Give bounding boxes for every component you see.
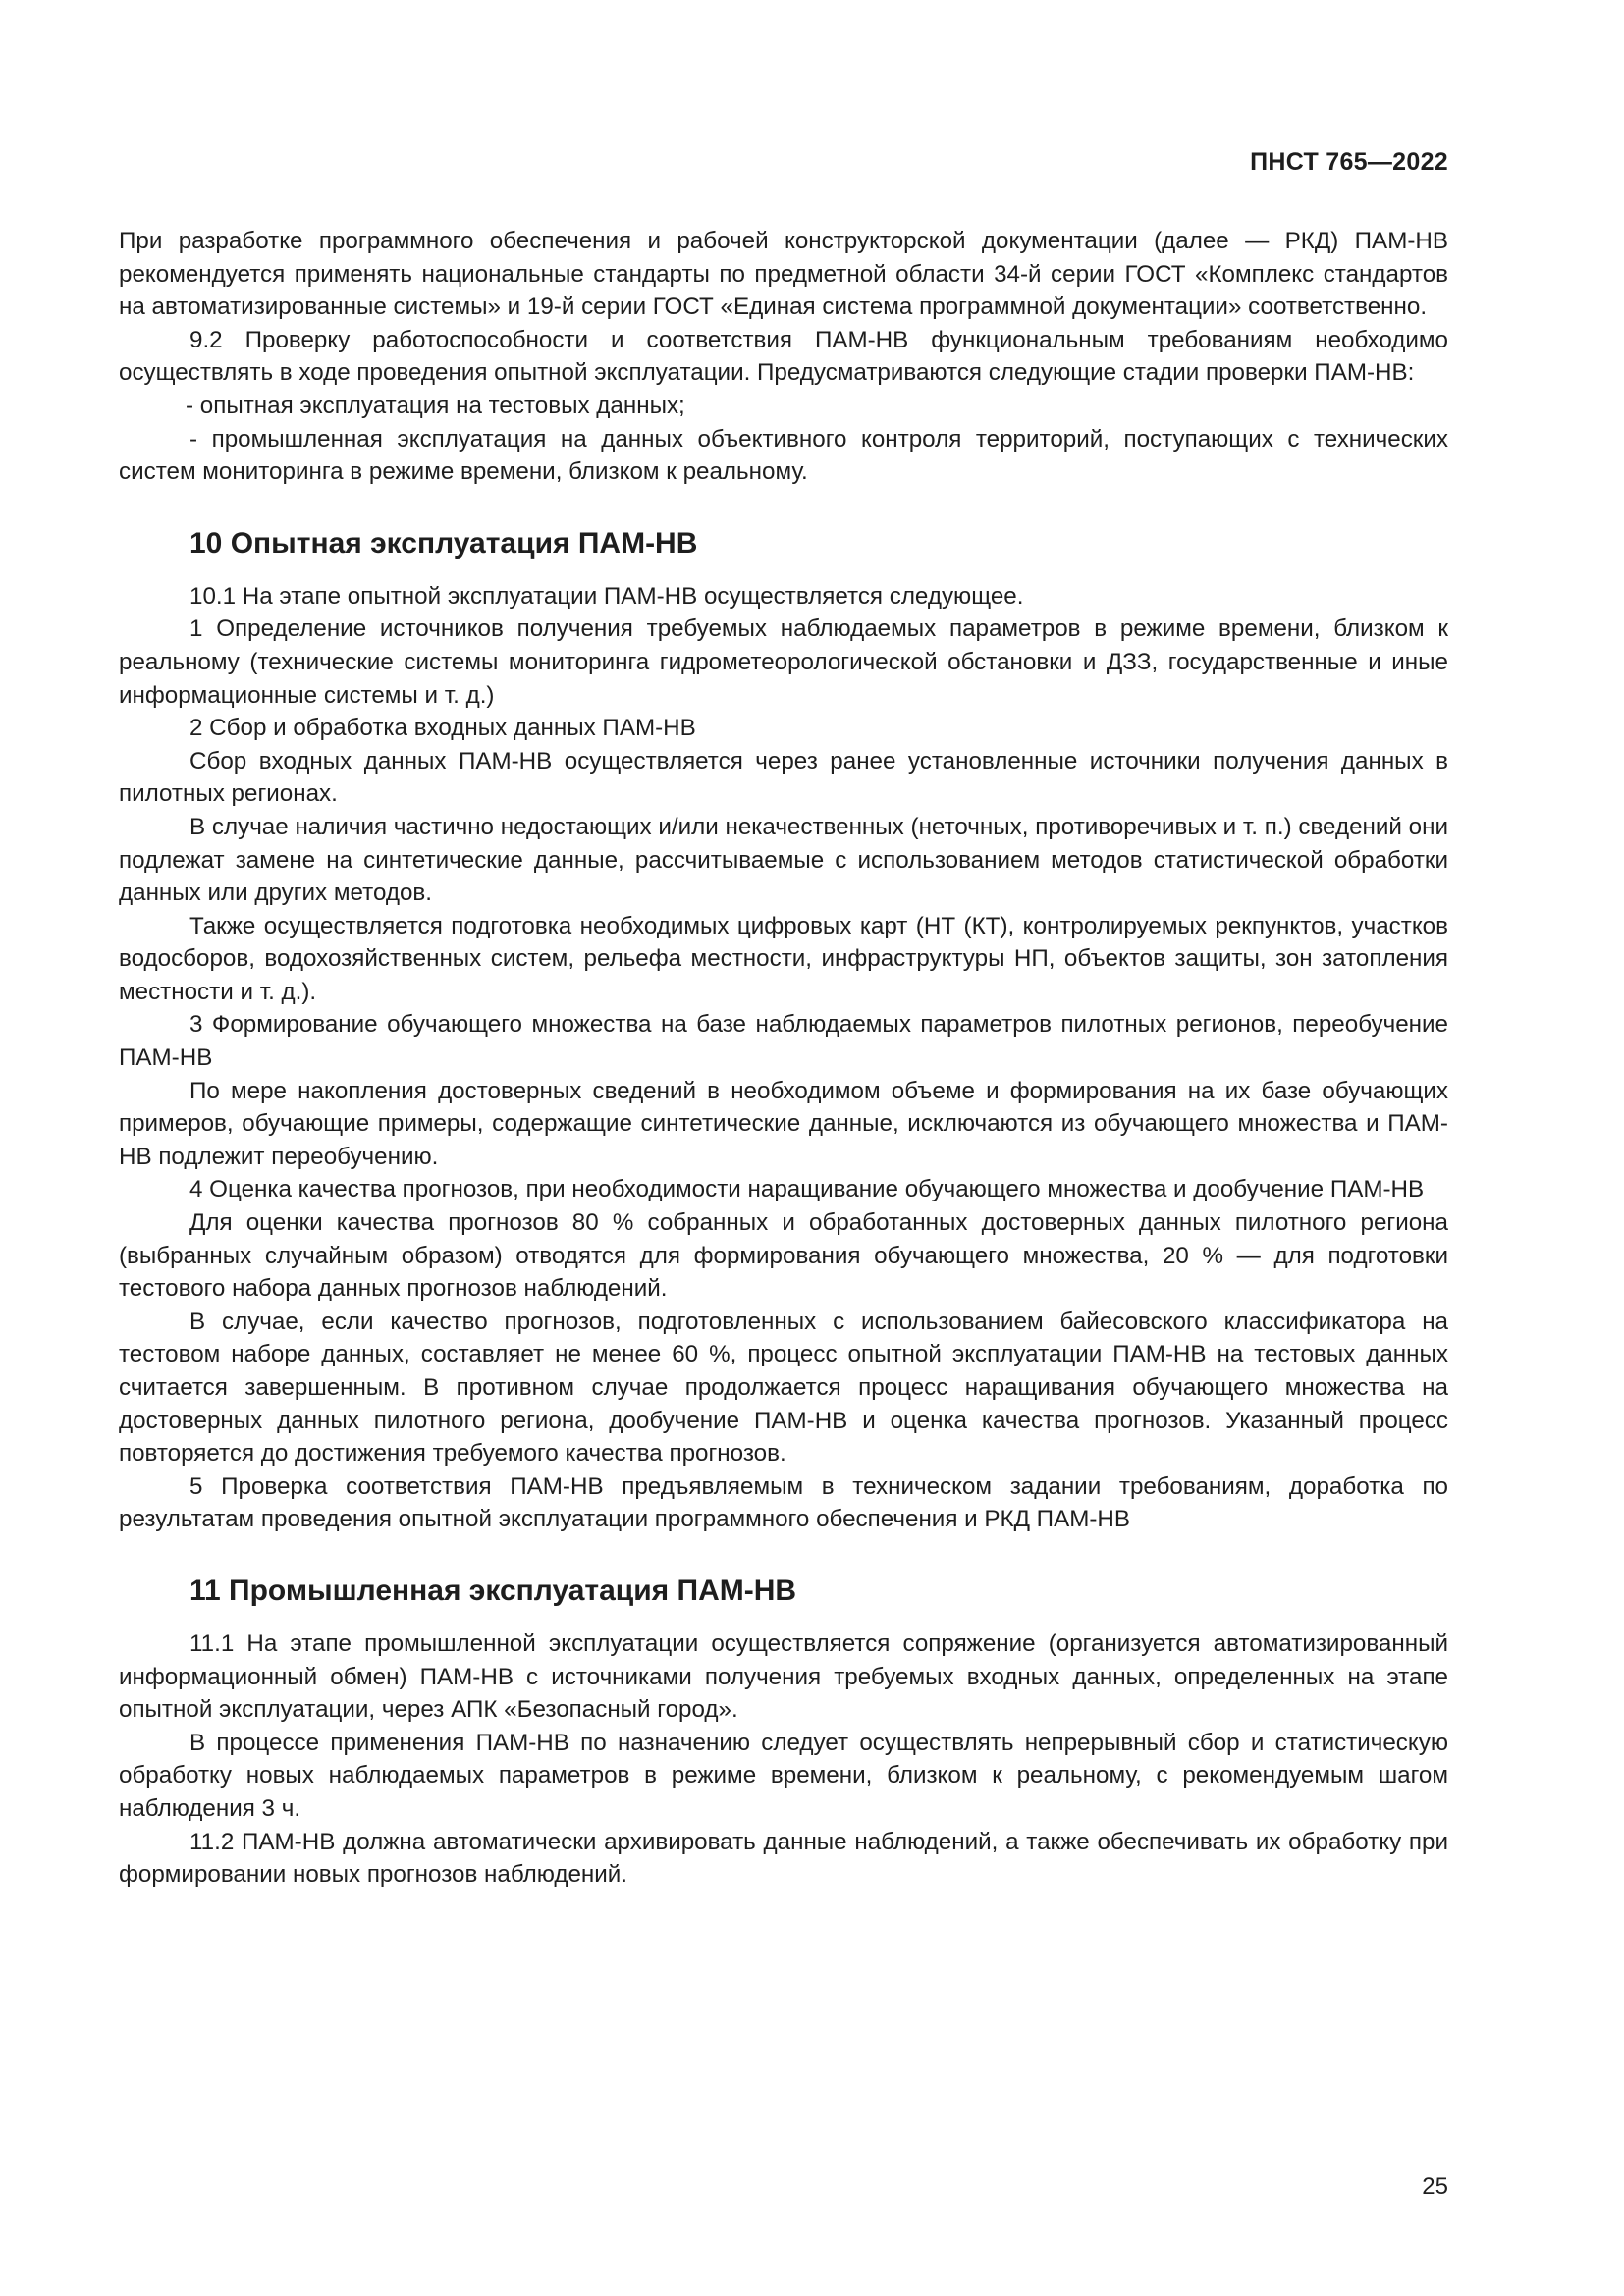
section-10-paragraph: В случае наличия частично недостающих и/или некачественных (неточных, противоречивых и т. п.) сведений они подлежат замене на синтетические данные, рассчитываемые с использованием методов статистической обработки данных или других методов. [119, 813, 1448, 907]
document-code: ПНСТ 765—2022 [1250, 148, 1448, 176]
section-11-paragraph: 11.2 ПАМ-НВ должна автоматически архивировать данные наблюдений, а также обеспечивать их обработку при формировании новых прогнозов наблюдений. [119, 1828, 1448, 1889]
section-11-heading: 11 Промышленная эксплуатация ПАМ-НВ [189, 1574, 797, 1607]
section-10-paragraph: 1 Определение источников получения требуемых наблюдаемых параметров в режиме времени, близком к реальному (технические системы мониторинга гидрометеорологической обстановки и ДЗЗ, государственные и иные информационные системы и т. д.) [119, 615, 1448, 709]
section-11-paragraph: В процессе применения ПАМ-НВ по назначению следует осуществлять непрерывный сбор и статистическую обработку новых наблюдаемых параметров в режиме времени, близком к реальному, с рекомендуемым шагом наблюдения 3 ч. [119, 1729, 1448, 1822]
section-11-paragraph: 11.1 На этапе промышленной эксплуатации осуществляется сопряжение (организуется автоматизированный информационный обмен) ПАМ-НВ с источниками получения требуемых входных данных, определенных на этапе опытной эксплуатации, через АПК «Безопасный город». [119, 1629, 1448, 1724]
list-item: - опытная эксплуатация на тестовых данных; [186, 392, 685, 419]
section-10-paragraph: Также осуществляется подготовка необходимых цифровых карт (НТ (КТ), контролируемых рекпунктов, участков водосборов, водохозяйственных систем, рельефа местности, инфраструктуры НП, объектов защиты, зон затопления местности и т. д.). [119, 912, 1448, 1005]
section-10-paragraph: 3 Формирование обучающего множества на базе наблюдаемых параметров пилотных регионов, переобучение ПАМ-НВ [119, 1011, 1448, 1072]
page-content [119, 225, 1448, 1892]
section-10-paragraph: 4 Оценка качества прогнозов, при необходимости наращивание обучающего множества и дообучение ПАМ-НВ [189, 1176, 1425, 1203]
section-10-paragraph: По мере накопления достоверных сведений в необходимом объеме и формирования на их базе обучающих примеров, обучающие примеры, содержащие синтетические данные, исключаются из обучающего множества и ПАМ-НВ подлежит переобучению. [119, 1077, 1448, 1170]
section-10-paragraph: 5 Проверка соответствия ПАМ-НВ предъявляемым в техническом задании требованиям, доработка по результатам проведения опытной эксплуатации программного обеспечения и РКД ПАМ-НВ [119, 1472, 1448, 1533]
clause-9-2: 9.2 Проверку работоспособности и соответствия ПАМ-НВ функциональным требованиям необходимо осуществлять в ходе проведения опытной эксплуатации. Предусматриваются следующие стадии проверки ПАМ-НВ: [119, 326, 1448, 387]
section-10-heading: 10 Опытная эксплуатация ПАМ-НВ [189, 526, 698, 560]
section-10-paragraph: 2 Сбор и обработка входных данных ПАМ-НВ [189, 715, 696, 742]
section-10-paragraph: Сбор входных данных ПАМ-НВ осуществляется через ранее установленные источники получения данных в пилотных регионах. [119, 747, 1448, 808]
section-10-paragraph: Для оценки качества прогнозов 80 % собранных и обработанных достоверных данных пилотного региона (выбранных случайным образом) отводятся для формирования обучающего множества, 20 % — для подготовки тестового набора данных прогнозов наблюдений. [119, 1209, 1448, 1303]
list-item: - промышленная эксплуатация на данных объективного контроля территорий, поступающих с технических систем мониторинга в режиме времени, близком к реальному. [119, 425, 1448, 486]
section-10-paragraph: 10.1 На этапе опытной эксплуатации ПАМ-НВ осуществляется следующее. [189, 582, 1024, 610]
page-number: 25 [1422, 2173, 1448, 2200]
section-10-paragraph: В случае, если качество прогнозов, подготовленных с использованием байесовского классификатора на тестовом наборе данных, составляет не менее 60 %, процесс опытной эксплуатации ПАМ-НВ на тестовых данных считается завершенным. В противном случае продолжается процесс наращивания обучающего множества на достоверных данных пилотного региона, дообучение ПАМ-НВ и оценка качества прогнозов. Указанный процесс повторяется до достижения требуемого качества прогнозов. [119, 1308, 1448, 1468]
intro-paragraph: При разработке программного обеспечения и рабочей конструкторской документации (далее — РКД) ПАМ-НВ рекомендуется применять национальные стандарты по предметной области 34-й серии ГОСТ «Комплекс стандартов на автоматизированные системы» и 19-й серии ГОСТ «Единая система программной документации» соответственно. [119, 228, 1448, 321]
